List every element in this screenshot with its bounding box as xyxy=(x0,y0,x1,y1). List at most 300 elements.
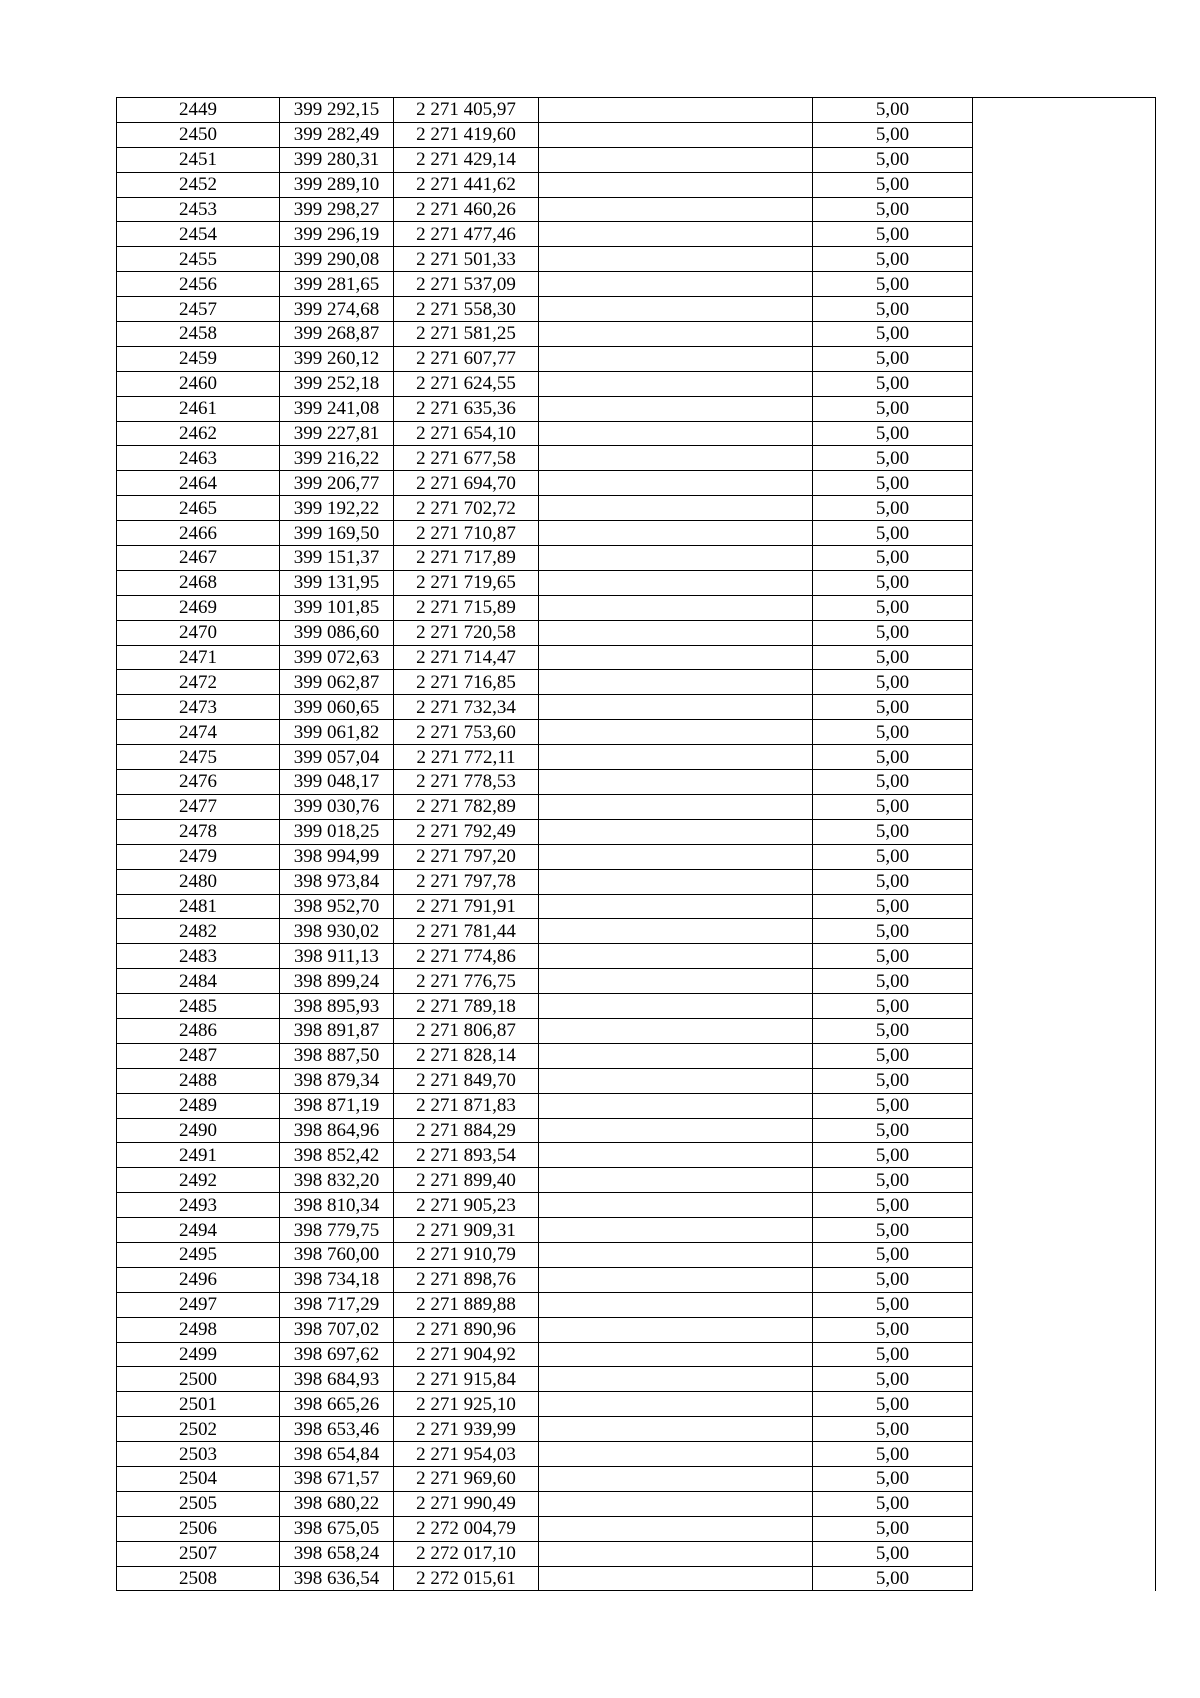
y-coordinate-cell: 2 271 893,54 xyxy=(394,1143,539,1168)
x-coordinate-cell: 399 086,60 xyxy=(280,620,394,645)
empty-cell xyxy=(539,1168,813,1193)
y-coordinate-cell: 2 271 990,49 xyxy=(394,1491,539,1516)
value-cell: 5,00 xyxy=(813,396,973,421)
value-cell: 5,00 xyxy=(813,670,973,695)
empty-cell xyxy=(539,1093,813,1118)
table-row xyxy=(117,620,1156,645)
y-coordinate-cell: 2 271 710,87 xyxy=(394,521,539,546)
y-coordinate-cell: 2 271 806,87 xyxy=(394,1018,539,1043)
empty-cell xyxy=(539,471,813,496)
x-coordinate-cell: 399 298,27 xyxy=(280,197,394,222)
empty-cell xyxy=(539,944,813,969)
x-coordinate-cell: 399 169,50 xyxy=(280,521,394,546)
empty-cell xyxy=(973,645,1156,670)
y-coordinate-cell: 2 271 477,46 xyxy=(394,222,539,247)
empty-cell xyxy=(539,446,813,471)
point-number-cell: 2505 xyxy=(117,1491,280,1516)
y-coordinate-cell: 2 272 017,10 xyxy=(394,1541,539,1566)
y-coordinate-cell: 2 271 789,18 xyxy=(394,994,539,1019)
empty-cell xyxy=(539,1442,813,1467)
value-cell: 5,00 xyxy=(813,421,973,446)
x-coordinate-cell: 398 680,22 xyxy=(280,1491,394,1516)
value-cell: 5,00 xyxy=(813,446,973,471)
empty-cell xyxy=(973,272,1156,297)
table-row xyxy=(117,297,1156,322)
empty-cell xyxy=(973,446,1156,471)
empty-cell xyxy=(973,1491,1156,1516)
x-coordinate-cell: 399 131,95 xyxy=(280,570,394,595)
point-number-cell: 2481 xyxy=(117,894,280,919)
x-coordinate-cell: 399 296,19 xyxy=(280,222,394,247)
point-number-cell: 2454 xyxy=(117,222,280,247)
empty-cell xyxy=(539,1292,813,1317)
point-number-cell: 2469 xyxy=(117,595,280,620)
value-cell: 5,00 xyxy=(813,1541,973,1566)
x-coordinate-cell: 399 252,18 xyxy=(280,371,394,396)
empty-cell xyxy=(539,1392,813,1417)
point-number-cell: 2495 xyxy=(117,1242,280,1267)
point-number-cell: 2471 xyxy=(117,645,280,670)
point-number-cell: 2494 xyxy=(117,1218,280,1243)
empty-cell xyxy=(539,1417,813,1442)
x-coordinate-cell: 399 216,22 xyxy=(280,446,394,471)
empty-cell xyxy=(973,620,1156,645)
y-coordinate-cell: 2 271 677,58 xyxy=(394,446,539,471)
y-coordinate-cell: 2 271 774,86 xyxy=(394,944,539,969)
x-coordinate-cell: 399 268,87 xyxy=(280,322,394,347)
value-cell: 5,00 xyxy=(813,1193,973,1218)
y-coordinate-cell: 2 271 716,85 xyxy=(394,670,539,695)
value-cell: 5,00 xyxy=(813,371,973,396)
y-coordinate-cell: 2 271 429,14 xyxy=(394,147,539,172)
x-coordinate-cell: 399 282,49 xyxy=(280,122,394,147)
value-cell: 5,00 xyxy=(813,1143,973,1168)
empty-cell xyxy=(539,546,813,571)
empty-cell xyxy=(539,1267,813,1292)
table-row xyxy=(117,346,1156,371)
empty-cell xyxy=(973,1043,1156,1068)
y-coordinate-cell: 2 271 889,88 xyxy=(394,1292,539,1317)
x-coordinate-cell: 399 062,87 xyxy=(280,670,394,695)
empty-cell xyxy=(539,1317,813,1342)
point-number-cell: 2490 xyxy=(117,1118,280,1143)
empty-cell xyxy=(539,272,813,297)
x-coordinate-cell: 398 675,05 xyxy=(280,1516,394,1541)
x-coordinate-cell: 398 671,57 xyxy=(280,1466,394,1491)
point-number-cell: 2453 xyxy=(117,197,280,222)
table-row xyxy=(117,1317,1156,1342)
table-row xyxy=(117,894,1156,919)
value-cell: 5,00 xyxy=(813,894,973,919)
table-row xyxy=(117,1267,1156,1292)
value-cell: 5,00 xyxy=(813,969,973,994)
table-row xyxy=(117,595,1156,620)
empty-cell xyxy=(539,1491,813,1516)
y-coordinate-cell: 2 271 654,10 xyxy=(394,421,539,446)
point-number-cell: 2501 xyxy=(117,1392,280,1417)
empty-cell xyxy=(973,122,1156,147)
y-coordinate-cell: 2 271 782,89 xyxy=(394,794,539,819)
value-cell: 5,00 xyxy=(813,496,973,521)
empty-cell xyxy=(539,894,813,919)
x-coordinate-cell: 398 879,34 xyxy=(280,1068,394,1093)
empty-cell xyxy=(973,720,1156,745)
value-cell: 5,00 xyxy=(813,1093,973,1118)
value-cell: 5,00 xyxy=(813,322,973,347)
y-coordinate-cell: 2 271 939,99 xyxy=(394,1417,539,1442)
table-row xyxy=(117,720,1156,745)
value-cell: 5,00 xyxy=(813,346,973,371)
point-number-cell: 2503 xyxy=(117,1442,280,1467)
x-coordinate-cell: 398 891,87 xyxy=(280,1018,394,1043)
empty-cell xyxy=(973,147,1156,172)
point-number-cell: 2504 xyxy=(117,1466,280,1491)
point-number-cell: 2489 xyxy=(117,1093,280,1118)
x-coordinate-cell: 398 973,84 xyxy=(280,869,394,894)
value-cell: 5,00 xyxy=(813,222,973,247)
value-cell: 5,00 xyxy=(813,645,973,670)
point-number-cell: 2478 xyxy=(117,819,280,844)
point-number-cell: 2465 xyxy=(117,496,280,521)
value-cell: 5,00 xyxy=(813,297,973,322)
empty-cell xyxy=(973,794,1156,819)
y-coordinate-cell: 2 271 909,31 xyxy=(394,1218,539,1243)
empty-cell xyxy=(539,222,813,247)
empty-cell xyxy=(973,1317,1156,1342)
value-cell: 5,00 xyxy=(813,1118,973,1143)
point-number-cell: 2450 xyxy=(117,122,280,147)
point-number-cell: 2480 xyxy=(117,869,280,894)
table-row xyxy=(117,496,1156,521)
empty-cell xyxy=(973,1068,1156,1093)
point-number-cell: 2466 xyxy=(117,521,280,546)
empty-cell xyxy=(973,919,1156,944)
value-cell: 5,00 xyxy=(813,197,973,222)
empty-cell xyxy=(539,844,813,869)
empty-cell xyxy=(539,371,813,396)
y-coordinate-cell: 2 271 905,23 xyxy=(394,1193,539,1218)
empty-cell xyxy=(973,1417,1156,1442)
y-coordinate-cell: 2 271 441,62 xyxy=(394,172,539,197)
table-row xyxy=(117,122,1156,147)
empty-cell xyxy=(539,994,813,1019)
table-row xyxy=(117,521,1156,546)
value-cell: 5,00 xyxy=(813,794,973,819)
table-row xyxy=(117,1093,1156,1118)
value-cell: 5,00 xyxy=(813,1242,973,1267)
empty-cell xyxy=(973,695,1156,720)
value-cell: 5,00 xyxy=(813,1417,973,1442)
value-cell: 5,00 xyxy=(813,1317,973,1342)
empty-cell xyxy=(539,770,813,795)
empty-cell xyxy=(539,396,813,421)
value-cell: 5,00 xyxy=(813,122,973,147)
empty-cell xyxy=(539,247,813,272)
table-row xyxy=(117,1466,1156,1491)
empty-cell xyxy=(539,322,813,347)
point-number-cell: 2496 xyxy=(117,1267,280,1292)
empty-cell xyxy=(973,421,1156,446)
point-number-cell: 2479 xyxy=(117,844,280,869)
value-cell: 5,00 xyxy=(813,844,973,869)
empty-cell xyxy=(539,794,813,819)
point-number-cell: 2464 xyxy=(117,471,280,496)
value-cell: 5,00 xyxy=(813,272,973,297)
value-cell: 5,00 xyxy=(813,1392,973,1417)
value-cell: 5,00 xyxy=(813,994,973,1019)
x-coordinate-cell: 398 654,84 xyxy=(280,1442,394,1467)
table-row xyxy=(117,396,1156,421)
y-coordinate-cell: 2 271 537,09 xyxy=(394,272,539,297)
value-cell: 5,00 xyxy=(813,471,973,496)
y-coordinate-cell: 2 271 797,20 xyxy=(394,844,539,869)
empty-cell xyxy=(973,1018,1156,1043)
empty-cell xyxy=(973,770,1156,795)
empty-cell xyxy=(539,1218,813,1243)
table-row xyxy=(117,1242,1156,1267)
value-cell: 5,00 xyxy=(813,147,973,172)
empty-cell xyxy=(539,620,813,645)
empty-cell xyxy=(973,396,1156,421)
empty-cell xyxy=(973,670,1156,695)
empty-cell xyxy=(973,994,1156,1019)
empty-cell xyxy=(539,1118,813,1143)
x-coordinate-cell: 399 030,76 xyxy=(280,794,394,819)
x-coordinate-cell: 399 057,04 xyxy=(280,745,394,770)
table-row xyxy=(117,272,1156,297)
empty-cell xyxy=(539,1466,813,1491)
empty-cell xyxy=(973,1193,1156,1218)
table-row xyxy=(117,819,1156,844)
value-cell: 5,00 xyxy=(813,1516,973,1541)
empty-cell xyxy=(539,172,813,197)
point-number-cell: 2470 xyxy=(117,620,280,645)
x-coordinate-cell: 398 895,93 xyxy=(280,994,394,1019)
empty-cell xyxy=(973,197,1156,222)
y-coordinate-cell: 2 271 871,83 xyxy=(394,1093,539,1118)
value-cell: 5,00 xyxy=(813,1292,973,1317)
table-row xyxy=(117,222,1156,247)
empty-cell xyxy=(539,720,813,745)
x-coordinate-cell: 398 665,26 xyxy=(280,1392,394,1417)
table-row xyxy=(117,1193,1156,1218)
empty-cell xyxy=(973,570,1156,595)
x-coordinate-cell: 399 101,85 xyxy=(280,595,394,620)
empty-cell xyxy=(539,1367,813,1392)
y-coordinate-cell: 2 271 720,58 xyxy=(394,620,539,645)
table-row xyxy=(117,1367,1156,1392)
x-coordinate-cell: 398 707,02 xyxy=(280,1317,394,1342)
value-cell: 5,00 xyxy=(813,1168,973,1193)
value-cell: 5,00 xyxy=(813,1566,973,1591)
point-number-cell: 2500 xyxy=(117,1367,280,1392)
value-cell: 5,00 xyxy=(813,1367,973,1392)
y-coordinate-cell: 2 271 910,79 xyxy=(394,1242,539,1267)
value-cell: 5,00 xyxy=(813,819,973,844)
point-number-cell: 2476 xyxy=(117,770,280,795)
table-row xyxy=(117,247,1156,272)
x-coordinate-cell: 398 864,96 xyxy=(280,1118,394,1143)
value-cell: 5,00 xyxy=(813,1018,973,1043)
x-coordinate-cell: 399 289,10 xyxy=(280,172,394,197)
table-row xyxy=(117,844,1156,869)
point-number-cell: 2467 xyxy=(117,546,280,571)
x-coordinate-cell: 398 994,99 xyxy=(280,844,394,869)
empty-cell xyxy=(973,1367,1156,1392)
point-number-cell: 2502 xyxy=(117,1417,280,1442)
value-cell: 5,00 xyxy=(813,1491,973,1516)
value-cell: 5,00 xyxy=(813,620,973,645)
point-number-cell: 2451 xyxy=(117,147,280,172)
y-coordinate-cell: 2 271 890,96 xyxy=(394,1317,539,1342)
empty-cell xyxy=(973,969,1156,994)
value-cell: 5,00 xyxy=(813,1043,973,1068)
y-coordinate-cell: 2 271 925,10 xyxy=(394,1392,539,1417)
point-number-cell: 2460 xyxy=(117,371,280,396)
x-coordinate-cell: 398 684,93 xyxy=(280,1367,394,1392)
empty-cell xyxy=(973,371,1156,396)
point-number-cell: 2468 xyxy=(117,570,280,595)
table-row xyxy=(117,1392,1156,1417)
empty-cell xyxy=(973,222,1156,247)
table-row xyxy=(117,1566,1156,1591)
empty-cell xyxy=(539,1541,813,1566)
value-cell: 5,00 xyxy=(813,521,973,546)
y-coordinate-cell: 2 271 405,97 xyxy=(394,98,539,123)
empty-cell xyxy=(973,944,1156,969)
empty-cell xyxy=(973,322,1156,347)
x-coordinate-cell: 399 281,65 xyxy=(280,272,394,297)
y-coordinate-cell: 2 271 460,26 xyxy=(394,197,539,222)
value-cell: 5,00 xyxy=(813,1466,973,1491)
coordinates-table-body xyxy=(117,98,1156,1591)
empty-cell xyxy=(973,595,1156,620)
value-cell: 5,00 xyxy=(813,745,973,770)
x-coordinate-cell: 398 697,62 xyxy=(280,1342,394,1367)
empty-cell xyxy=(539,919,813,944)
empty-cell xyxy=(973,1292,1156,1317)
x-coordinate-cell: 399 241,08 xyxy=(280,396,394,421)
point-number-cell: 2457 xyxy=(117,297,280,322)
empty-cell xyxy=(539,346,813,371)
value-cell: 5,00 xyxy=(813,595,973,620)
table-row xyxy=(117,471,1156,496)
y-coordinate-cell: 2 271 702,72 xyxy=(394,496,539,521)
y-coordinate-cell: 2 271 772,11 xyxy=(394,745,539,770)
empty-cell xyxy=(973,869,1156,894)
empty-cell xyxy=(539,297,813,322)
value-cell: 5,00 xyxy=(813,1267,973,1292)
empty-cell xyxy=(539,1018,813,1043)
x-coordinate-cell: 399 060,65 xyxy=(280,695,394,720)
table-row xyxy=(117,446,1156,471)
table-row xyxy=(117,645,1156,670)
x-coordinate-cell: 399 072,63 xyxy=(280,645,394,670)
table-row xyxy=(117,745,1156,770)
empty-cell xyxy=(973,1168,1156,1193)
point-number-cell: 2492 xyxy=(117,1168,280,1193)
x-coordinate-cell: 399 018,25 xyxy=(280,819,394,844)
x-coordinate-cell: 399 274,68 xyxy=(280,297,394,322)
empty-cell xyxy=(973,1566,1156,1591)
point-number-cell: 2482 xyxy=(117,919,280,944)
value-cell: 5,00 xyxy=(813,570,973,595)
y-coordinate-cell: 2 271 828,14 xyxy=(394,1043,539,1068)
value-cell: 5,00 xyxy=(813,944,973,969)
x-coordinate-cell: 398 832,20 xyxy=(280,1168,394,1193)
value-cell: 5,00 xyxy=(813,770,973,795)
empty-cell xyxy=(539,1043,813,1068)
empty-cell xyxy=(973,297,1156,322)
empty-cell xyxy=(539,645,813,670)
x-coordinate-cell: 398 658,24 xyxy=(280,1541,394,1566)
empty-cell xyxy=(973,1218,1156,1243)
empty-cell xyxy=(539,1143,813,1168)
empty-cell xyxy=(973,819,1156,844)
empty-cell xyxy=(539,869,813,894)
empty-cell xyxy=(539,1242,813,1267)
y-coordinate-cell: 2 271 797,78 xyxy=(394,869,539,894)
empty-cell xyxy=(973,521,1156,546)
empty-cell xyxy=(973,1118,1156,1143)
value-cell: 5,00 xyxy=(813,1218,973,1243)
y-coordinate-cell: 2 272 015,61 xyxy=(394,1566,539,1591)
y-coordinate-cell: 2 271 581,25 xyxy=(394,322,539,347)
empty-cell xyxy=(973,1541,1156,1566)
empty-cell xyxy=(973,1516,1156,1541)
table-row xyxy=(117,1168,1156,1193)
value-cell: 5,00 xyxy=(813,720,973,745)
x-coordinate-cell: 398 734,18 xyxy=(280,1267,394,1292)
empty-cell xyxy=(539,147,813,172)
table-row xyxy=(117,994,1156,1019)
table-row xyxy=(117,944,1156,969)
empty-cell xyxy=(539,595,813,620)
empty-cell xyxy=(539,570,813,595)
x-coordinate-cell: 398 952,70 xyxy=(280,894,394,919)
table-row xyxy=(117,1043,1156,1068)
x-coordinate-cell: 398 717,29 xyxy=(280,1292,394,1317)
value-cell: 5,00 xyxy=(813,172,973,197)
empty-cell xyxy=(973,844,1156,869)
point-number-cell: 2456 xyxy=(117,272,280,297)
value-cell: 5,00 xyxy=(813,98,973,123)
point-number-cell: 2472 xyxy=(117,670,280,695)
empty-cell xyxy=(973,471,1156,496)
y-coordinate-cell: 2 271 781,44 xyxy=(394,919,539,944)
y-coordinate-cell: 2 271 792,49 xyxy=(394,819,539,844)
table-row xyxy=(117,1292,1156,1317)
point-number-cell: 2458 xyxy=(117,322,280,347)
point-number-cell: 2449 xyxy=(117,98,280,123)
y-coordinate-cell: 2 271 419,60 xyxy=(394,122,539,147)
empty-cell xyxy=(539,745,813,770)
value-cell: 5,00 xyxy=(813,695,973,720)
x-coordinate-cell: 399 227,81 xyxy=(280,421,394,446)
y-coordinate-cell: 2 271 791,91 xyxy=(394,894,539,919)
y-coordinate-cell: 2 271 624,55 xyxy=(394,371,539,396)
value-cell: 5,00 xyxy=(813,1342,973,1367)
y-coordinate-cell: 2 271 717,89 xyxy=(394,546,539,571)
point-number-cell: 2484 xyxy=(117,969,280,994)
value-cell: 5,00 xyxy=(813,1068,973,1093)
empty-cell xyxy=(973,546,1156,571)
point-number-cell: 2508 xyxy=(117,1566,280,1591)
x-coordinate-cell: 399 206,77 xyxy=(280,471,394,496)
point-number-cell: 2506 xyxy=(117,1516,280,1541)
y-coordinate-cell: 2 271 898,76 xyxy=(394,1267,539,1292)
table-row xyxy=(117,197,1156,222)
